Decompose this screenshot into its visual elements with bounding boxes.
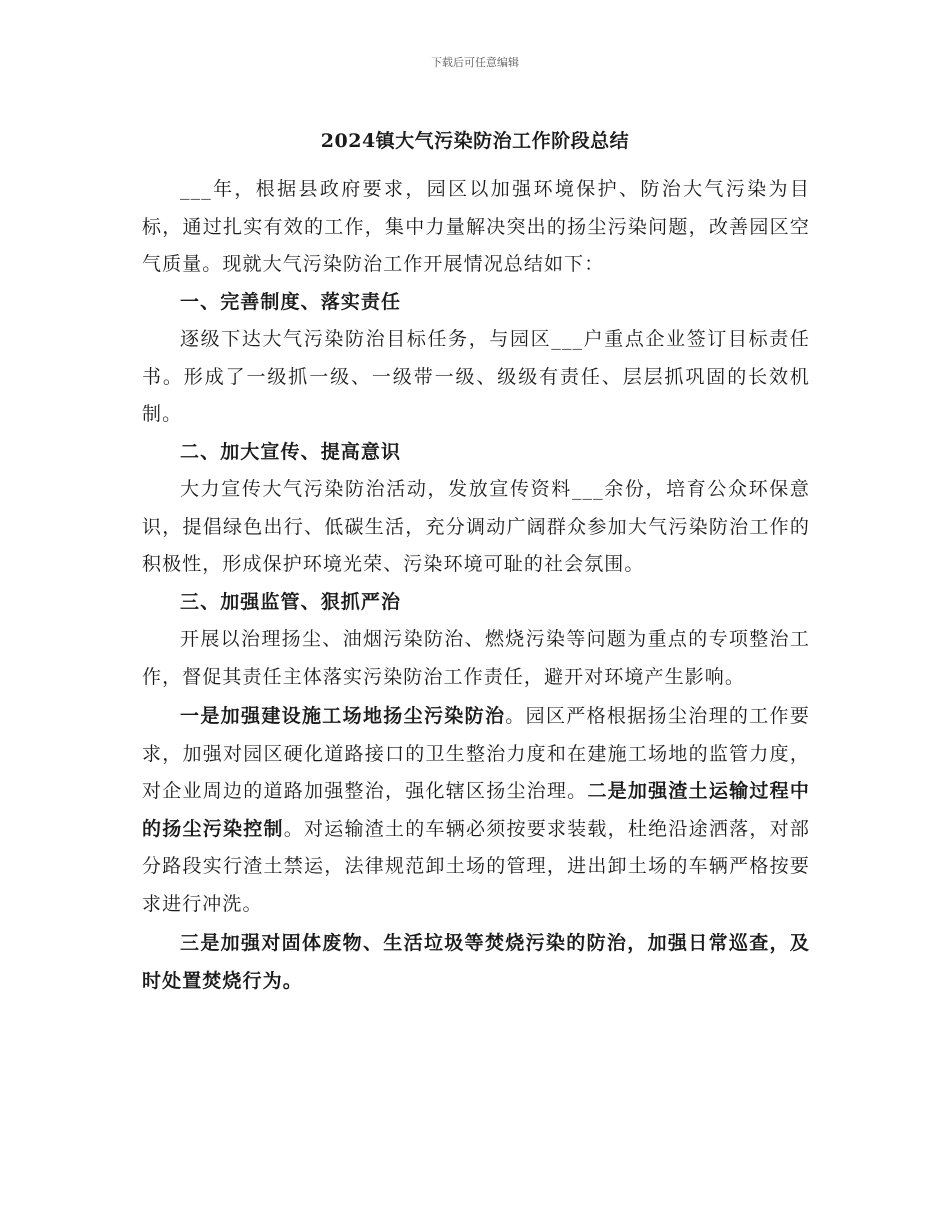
section-3-text: 开展以治理扬尘、油烟污染防治、燃烧污染等问题为重点的专项整治工作，督促其责任主体落实污染防治工作责任，避开对环境产生影响。: [142, 628, 810, 688]
section-2-heading: 二、加大宣传、提高意识: [180, 440, 402, 463]
item-2-text: 。对运输渣土的车辆必须按要求装载，杜绝沿途洒落，对部分路段实行渣土禁运，法律规范卸土场的管理，进出卸土场的车辆严格按要求进行冲洗。: [142, 817, 810, 915]
document-body: [142, 171, 810, 1000]
item-1-text: 。园区严格根据扬尘治理的工作要求，加强对园区硬化道路接口的卫生整治力度和在建施工场地的监管力度，对企业周边的道路加强整治，强化辖区扬尘治理。: [142, 705, 810, 802]
section-3-heading: 三、加强监管、狠抓严治: [180, 590, 402, 613]
item-1-lead: 一是加强建设施工场地扬尘污染防治: [180, 705, 506, 727]
section-1-heading: 一、完善制度、落实责任: [180, 290, 402, 313]
document-title: 2024镇大气污染防治工作阶段总结: [320, 130, 630, 152]
section-3-items-paragraph: [142, 698, 810, 923]
section-2-text: 大力宣传大气污染防治活动，发放宣传资料___余份，培育公众环保意识，提倡绿色出行、低碳生活，充分调动广阔群众参加大气污染防治工作的积极性，形成保护环境光荣、污染环境可耻的社会氛围。: [142, 478, 810, 575]
section-1-text: 逐级下达大气污染防治目标任务，与园区___户重点企业签订目标责任书。形成了一级抓一级、一级带一级、级级有责任、层层抓巩固的长效机制。: [142, 328, 810, 425]
intro-paragraph: ___年，根据县政府要求，园区以加强环境保护、防治大气污染为目标，通过扎实有效的工作，集中力量解决突出的扬尘污染问题，改善园区空气质量。现就大气污染防治工作开展情况总结如下：: [142, 178, 810, 275]
item-3-paragraph: 三是加强对固体废物、生活垃圾等焚烧污染的防治，加强日常巡查，及时处置焚烧行为。: [142, 932, 810, 992]
header-note: 下载后可任意编辑: [431, 56, 519, 69]
item-2-lead: 二是加强渣土运输过程中的扬尘污染控制: [142, 780, 811, 840]
